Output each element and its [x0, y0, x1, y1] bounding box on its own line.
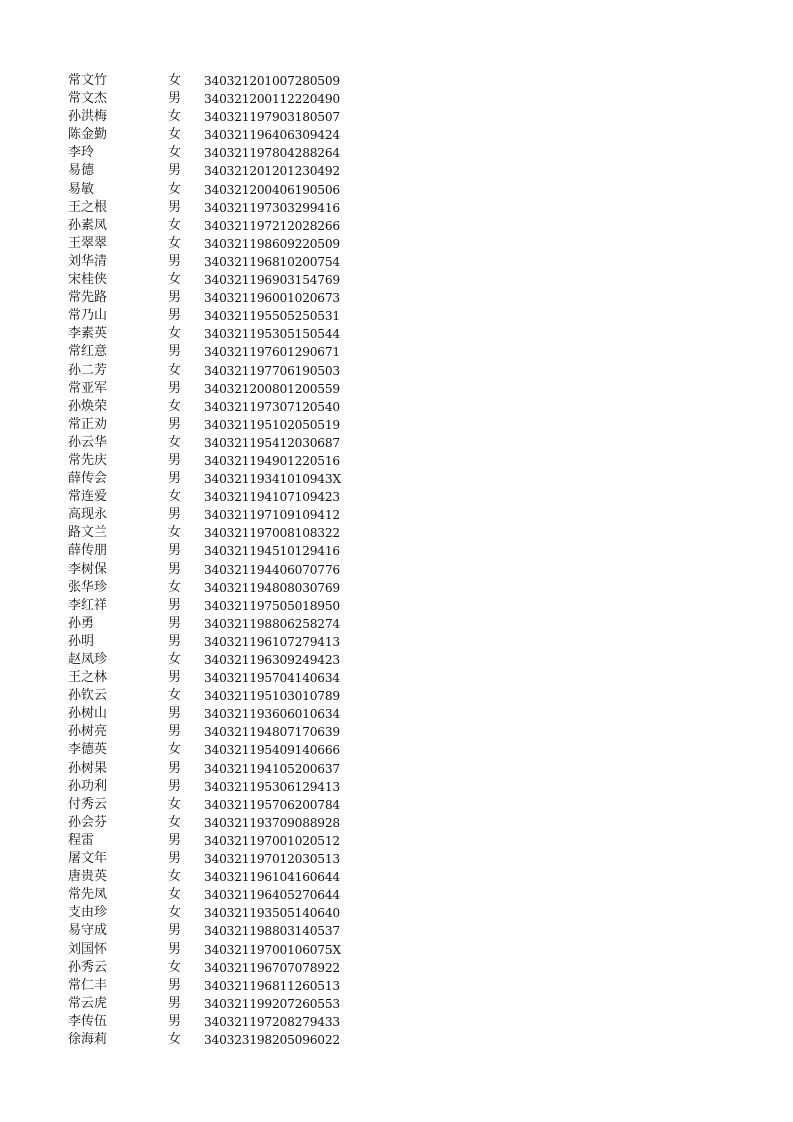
id-number: 340321201007280509 [204, 74, 340, 88]
id-number: 340321201201230492 [204, 164, 340, 179]
table-row [68, 144, 368, 162]
table-row [68, 886, 368, 904]
person-gender: 男 [168, 995, 182, 1011]
person-name: 常先凤 [68, 887, 108, 903]
person-gender: 女 [168, 109, 182, 125]
id-number: 340321198609220509 [204, 236, 340, 251]
person-gender: 男 [168, 416, 182, 432]
id-number: 340321196309249423 [204, 653, 340, 667]
id-number: 340321196903154769 [204, 273, 340, 288]
table-row [68, 796, 368, 814]
id-number: 340321195412030687 [204, 435, 340, 450]
table-row [68, 959, 368, 977]
person-name: 孙钦云 [68, 688, 108, 704]
person-gender: 女 [168, 362, 182, 378]
table-row [68, 253, 368, 271]
person-gender: 女 [168, 272, 182, 288]
id-number: 340321196405270644 [204, 888, 340, 903]
id-number: 340321195305150544 [204, 327, 340, 342]
id-number: 340321193709088928 [204, 815, 340, 830]
table-row [68, 941, 368, 959]
person-gender: 男 [168, 670, 182, 686]
table-row [68, 760, 368, 778]
id-number: 340321194105200637 [204, 761, 340, 776]
person-gender: 女 [168, 525, 182, 541]
id-number: 340321194808030769 [204, 580, 340, 595]
table-row [68, 199, 368, 217]
table-row [68, 126, 368, 144]
person-name: 刘国怀 [68, 941, 108, 957]
person-name: 唐贵英 [68, 869, 108, 885]
table-row [68, 289, 368, 307]
id-number: 340321200801200559 [204, 381, 340, 396]
person-gender: 女 [168, 905, 182, 921]
table-row [68, 995, 368, 1013]
person-name: 常仁丰 [68, 977, 108, 993]
table-row [68, 922, 368, 940]
person-name: 付秀云 [68, 796, 108, 812]
table-row [68, 687, 368, 705]
person-gender: 男 [168, 290, 182, 306]
person-gender: 男 [168, 941, 182, 957]
table-row [68, 416, 368, 434]
person-gender: 女 [168, 814, 182, 830]
person-gender: 女 [168, 887, 182, 903]
id-number: 340321194107109423 [204, 490, 340, 505]
id-number: 340323198205096022 [204, 1032, 340, 1047]
person-gender: 男 [168, 91, 182, 107]
table-row [68, 868, 368, 886]
table-row [68, 470, 368, 488]
table-row [68, 542, 368, 560]
table-row [68, 90, 368, 108]
person-name: 易德 [68, 163, 95, 179]
id-number: 340321197307120540 [204, 399, 340, 414]
person-gender: 男 [168, 199, 182, 215]
id-number: 340321197208279433 [204, 1014, 340, 1029]
id-number: 340321197001020512 [204, 833, 340, 848]
id-number: 340321196104160644 [204, 870, 340, 885]
person-name: 李德英 [68, 742, 108, 758]
person-name: 易守成 [68, 923, 108, 939]
id-number: 340321194901220516 [204, 453, 340, 468]
person-name: 程雷 [68, 832, 95, 848]
table-row [68, 633, 368, 651]
person-gender: 男 [168, 163, 182, 179]
id-number: 340321195103010789 [204, 689, 340, 704]
person-name: 王之林 [68, 670, 108, 686]
id-number: 340321195409140666 [204, 743, 340, 758]
id-number: 340321197212028266 [204, 218, 340, 233]
table-row [68, 1013, 368, 1031]
table-row [68, 977, 368, 995]
table-row [68, 850, 368, 868]
id-number: 340321193505140640 [204, 906, 340, 921]
person-name: 陈金勤 [68, 127, 108, 143]
person-gender: 女 [168, 796, 182, 812]
person-gender: 男 [168, 706, 182, 722]
id-number: 340321194406070776 [204, 562, 340, 577]
id-number: 340321197303299416 [204, 200, 340, 215]
person-name: 赵凤珍 [68, 652, 108, 667]
person-name: 常连爱 [68, 489, 108, 505]
table-row [68, 217, 368, 235]
id-number: 340321193606010634 [204, 707, 340, 722]
id-number: 340321198806258274 [204, 616, 340, 631]
table-row [68, 1031, 368, 1049]
table-row [68, 108, 368, 126]
person-name: 李传伍 [68, 1013, 108, 1029]
person-gender: 男 [168, 507, 182, 523]
person-name: 孙树果 [68, 760, 108, 776]
table-row [68, 814, 368, 832]
id-number: 340321194807170639 [204, 725, 340, 740]
person-name: 孙二芳 [68, 362, 108, 378]
person-name: 薛传朋 [68, 543, 108, 559]
person-gender: 男 [168, 253, 182, 269]
table-row [68, 271, 368, 289]
person-gender: 男 [168, 344, 182, 360]
person-name: 常乃山 [68, 308, 108, 324]
id-number: 340321195306129413 [204, 779, 340, 794]
person-name: 王之根 [68, 199, 108, 215]
table-row [68, 615, 368, 633]
person-gender: 男 [168, 615, 182, 631]
person-gender: 女 [168, 489, 182, 505]
person-name: 常云虎 [68, 995, 108, 1011]
id-number: 340321197008108322 [204, 526, 340, 541]
id-number: 340321196107279413 [204, 634, 340, 649]
person-gender: 女 [168, 398, 182, 414]
table-row [68, 235, 368, 253]
person-name: 徐海莉 [68, 1031, 108, 1047]
person-name: 孙云华 [68, 434, 108, 450]
person-name: 常红意 [68, 344, 108, 360]
person-gender: 男 [168, 1013, 182, 1029]
person-name: 常文杰 [68, 91, 108, 107]
person-gender: 男 [168, 543, 182, 559]
id-number: 340321200406190506 [204, 182, 340, 197]
person-gender: 女 [168, 869, 182, 885]
id-number: 340321199207260553 [204, 996, 340, 1011]
id-number: 340321196811260513 [204, 978, 340, 993]
person-name: 薛传会 [68, 471, 108, 487]
table-row [68, 651, 368, 669]
person-gender: 男 [168, 452, 182, 468]
person-gender: 女 [168, 73, 182, 88]
table-row [68, 488, 368, 506]
person-name: 常先路 [68, 290, 108, 306]
person-gender: 男 [168, 308, 182, 324]
person-name: 支由珍 [68, 905, 108, 921]
person-name: 易敏 [68, 181, 95, 197]
record-list [68, 72, 368, 1049]
id-number: 340321198803140537 [204, 924, 340, 939]
table-row [68, 362, 368, 380]
person-gender: 男 [168, 380, 182, 396]
person-gender: 男 [168, 561, 182, 577]
table-row [68, 561, 368, 579]
person-name: 孙会芬 [68, 814, 108, 830]
person-name: 高现永 [68, 507, 108, 523]
table-row [68, 181, 368, 199]
person-name: 李玲 [68, 145, 95, 161]
person-name: 孙树山 [68, 706, 108, 722]
person-name: 李树保 [68, 561, 108, 577]
table-row [68, 72, 368, 90]
person-gender: 女 [168, 652, 182, 667]
table-row [68, 904, 368, 922]
person-gender: 女 [168, 579, 182, 595]
person-gender: 女 [168, 145, 182, 161]
person-name: 常正劝 [68, 416, 108, 432]
table-row [68, 778, 368, 796]
table-row [68, 741, 368, 759]
id-number: 340321196001020673 [204, 291, 340, 306]
person-name: 孙素凤 [68, 217, 108, 233]
id-number: 340321195102050519 [204, 417, 340, 432]
person-gender: 男 [168, 760, 182, 776]
person-name: 刘华清 [68, 253, 108, 269]
id-number: 34032119700106075X [204, 942, 341, 957]
person-gender: 男 [168, 778, 182, 794]
table-row [68, 452, 368, 470]
person-name: 李红祥 [68, 597, 108, 613]
id-number: 340321197706190503 [204, 363, 340, 378]
person-name: 孙勇 [68, 615, 95, 631]
id-number: 340321196406309424 [204, 128, 340, 143]
person-name: 常先庆 [68, 452, 108, 468]
id-number: 340321197903180507 [204, 110, 340, 125]
id-number: 340321196707078922 [204, 960, 340, 975]
person-gender: 女 [168, 235, 182, 251]
id-number: 340321197109109412 [204, 508, 340, 523]
id-number: 340321197012030513 [204, 852, 340, 867]
person-name: 路文兰 [68, 525, 108, 541]
id-number: 340321195505250531 [204, 309, 340, 324]
person-name: 孙洪梅 [68, 109, 108, 125]
table-row [68, 832, 368, 850]
table-row [68, 524, 368, 542]
id-number: 340321195706200784 [204, 797, 340, 812]
person-gender: 男 [168, 597, 182, 613]
id-number: 340321194510129416 [204, 544, 340, 559]
person-name: 张华珍 [68, 579, 108, 595]
table-row [68, 723, 368, 741]
person-gender: 男 [168, 832, 182, 848]
table-row [68, 597, 368, 615]
table-row [68, 398, 368, 416]
person-gender: 女 [168, 959, 182, 975]
table-row [68, 434, 368, 452]
id-number: 340321196810200754 [204, 254, 340, 269]
person-gender: 女 [168, 434, 182, 450]
person-gender: 男 [168, 851, 182, 867]
table-row [68, 343, 368, 361]
table-row [68, 307, 368, 325]
table-row [68, 506, 368, 524]
id-number: 34032119341010943X [204, 472, 341, 487]
person-name: 孙焕荣 [68, 398, 108, 414]
id-number: 340321197505018950 [204, 598, 340, 613]
id-number: 340321197804288264 [204, 146, 340, 161]
person-gender: 女 [168, 326, 182, 342]
id-number: 340321200112220490 [204, 92, 340, 107]
table-row [68, 669, 368, 687]
person-name: 孙树亮 [68, 724, 108, 740]
table-row [68, 162, 368, 180]
table-row [68, 325, 368, 343]
person-name: 屠文年 [68, 851, 108, 867]
person-gender: 男 [168, 724, 182, 740]
person-name: 王翠翠 [68, 235, 108, 251]
person-name: 宋桂侠 [68, 272, 108, 288]
person-name: 孙功利 [68, 778, 108, 794]
person-gender: 男 [168, 633, 182, 649]
person-name: 常亚军 [68, 380, 108, 396]
person-name: 常文竹 [68, 73, 108, 88]
person-gender: 女 [168, 127, 182, 143]
person-gender: 女 [168, 217, 182, 233]
person-gender: 女 [168, 1031, 182, 1047]
person-name: 孙秀云 [68, 959, 108, 975]
person-gender: 男 [168, 977, 182, 993]
person-gender: 男 [168, 471, 182, 487]
person-gender: 男 [168, 923, 182, 939]
id-number: 340321197601290671 [204, 345, 340, 360]
person-name: 孙明 [68, 633, 95, 649]
table-row [68, 579, 368, 597]
table-row [68, 380, 368, 398]
person-name: 李素英 [68, 326, 108, 342]
table-row [68, 705, 368, 723]
person-gender: 女 [168, 181, 182, 197]
id-number: 340321195704140634 [204, 671, 340, 686]
person-gender: 女 [168, 742, 182, 758]
person-gender: 女 [168, 688, 182, 704]
